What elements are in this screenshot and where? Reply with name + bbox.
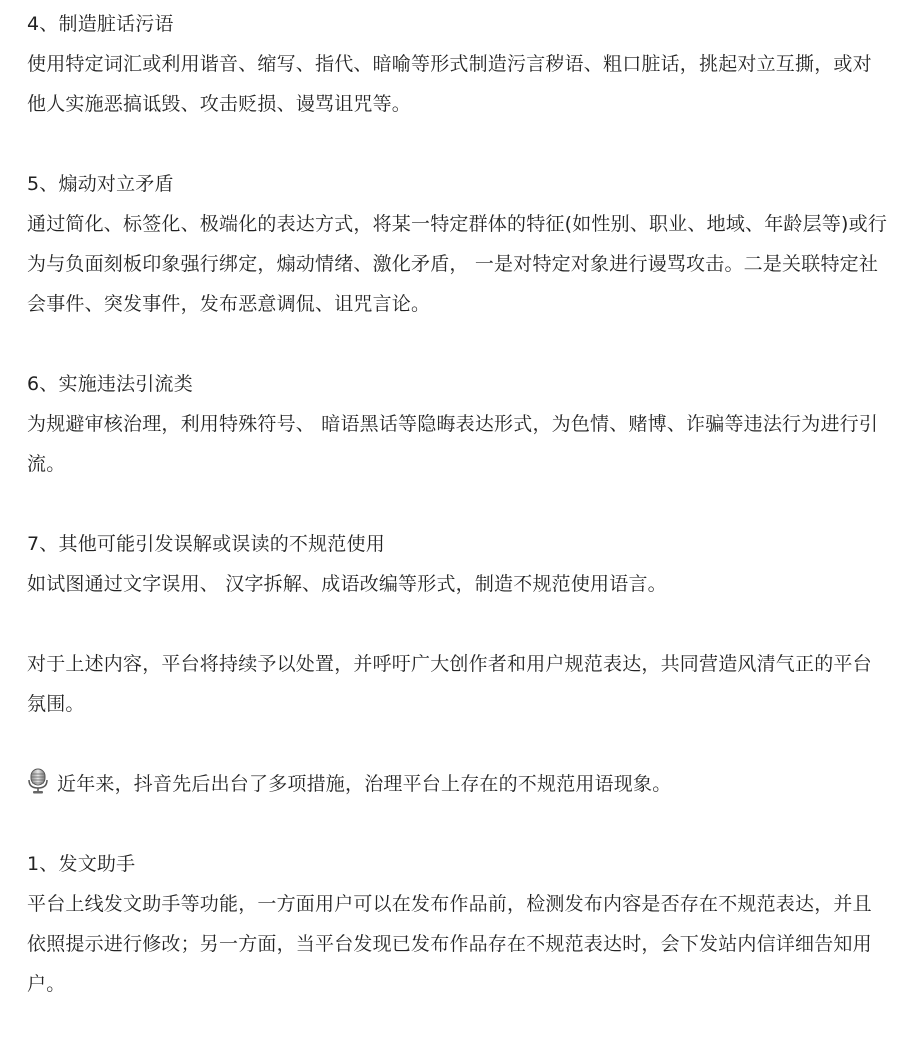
measures-intro (27, 764, 889, 804)
section-4-heading: 4、制造脏话污语 (27, 13, 174, 35)
section-6-heading: 6、实施违法引流类 (27, 373, 193, 395)
measures-intro-text: 近年来，抖音先后出台了多项措施，治理平台上存在的不规范用语现象。 (57, 773, 672, 795)
section-6-body: 为规避审核治理，利用特殊符号、 暗语黑话等隐晦表达形式，为色情、赌博、诈骗等违法行为进行引流。 (27, 413, 879, 475)
section-7-heading: 7、其他可能引发误解或误读的不规范使用 (27, 533, 385, 555)
section-4-body: 使用特定词汇或利用谐音、缩写、指代、暗喻等形式制造污言秽语、粗口脏话，挑起对立互撕，或对他人实施恶搞诋毁、攻击贬损、谩骂诅咒等。 (27, 53, 872, 115)
section-7-body: 如试图通过文字误用、 汉字拆解、成语改编等形式，制造不规范使用语言。 (27, 573, 667, 595)
conclusion-paragraph: 对于上述内容，平台将持续予以处置，并呼吁广大创作者和用户规范表达，共同营造风清气正的平台氛围。 (27, 653, 872, 715)
measure-1-body: 平台上线发文助手等功能，一方面用户可以在发布作品前，检测发布内容是否存在不规范表达，并且依照提示进行修改；另一方面，当平台发现已发布作品存在不规范表达时，会下发站内信详细告知用户。 (27, 893, 872, 995)
section-5-body: 通过简化、标签化、极端化的表达方式，将某一特定群体的特征(如性别、职业、地域、年龄层等)或行为与负面刻板印象强行绑定，煽动情绪、激化矛盾， 一是对特定对象进行谩骂攻击。二是关联特定社会事件、突发事件，发布恶意调侃、诅咒言论。 (27, 213, 888, 315)
section-5-heading: 5、煽动对立矛盾 (27, 173, 174, 195)
measure-1-heading: 1、发文助手 (27, 853, 136, 875)
microphone-icon (27, 768, 49, 794)
